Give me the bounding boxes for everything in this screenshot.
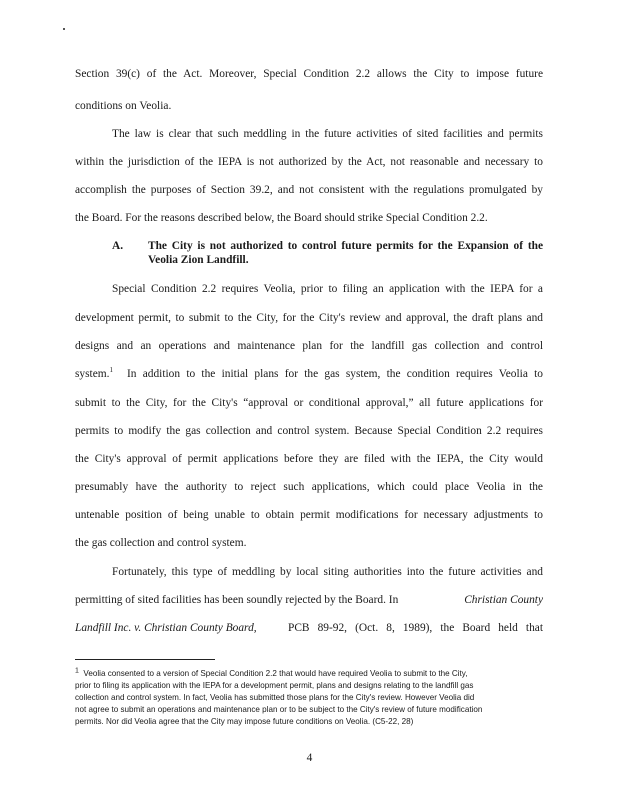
footnote-separator bbox=[75, 659, 215, 660]
body-line: presumably have the authority to reject such applications, which could place Veolia in the bbox=[75, 481, 543, 493]
body-line: designs and an operations and maintenance plan for the landfill gas collection and control bbox=[75, 340, 543, 352]
case-name: Landfill Inc. v. Christian County Board, bbox=[75, 622, 257, 634]
body-line: submit to the City, for the City's “approval or conditional approval,” all future applications for bbox=[75, 397, 543, 409]
body-line: development permit, to submit to the City, for the City's review and approval, the draft plans and bbox=[75, 312, 543, 324]
page-number: 4 bbox=[306, 752, 313, 764]
footnote-line: collection and control system. In fact, Veolia has submitted those plans for the City's review. However Veolia did bbox=[75, 693, 475, 702]
footnote-line: permits. Nor did Veolia agree that the City may impose future conditions on Veolia. (C5-22, 28) bbox=[75, 717, 414, 726]
body-text: In addition to the initial plans for the gas system, the condition requires Veolia to bbox=[127, 368, 543, 380]
body-line: the City's approval of permit applications before they are filed with the IEPA, the City would bbox=[75, 453, 543, 465]
body-line bbox=[75, 593, 543, 607]
body-text: permitting of sited facilities has been soundly rejected by the Board. In bbox=[75, 594, 399, 606]
body-text: system.$^1$ bbox=[75, 366, 113, 380]
footnote-line: prior to filing its application with the IEPA for a development permit, plans and designs relating to the landfill gas bbox=[75, 681, 474, 690]
heading-line-1: The City is not authorized to control future permits for the Expansion of the bbox=[148, 240, 543, 252]
footnote-line: $^1$ Veolia consented to a version of Special Condition 2.2 that would have required Veolia to submit to the City, bbox=[75, 667, 468, 678]
case-name: Christian County bbox=[464, 594, 543, 606]
body-line: accomplish the purposes of Section 39.2, and not consistent with the regulations promulgated by bbox=[75, 184, 543, 196]
body-line: permits to modify the gas collection and control system. Because Special Condition 2.2 requires bbox=[75, 425, 543, 437]
footnote-line: not agree to submit an operations and maintenance plan or to be subject to the City's review of future modification bbox=[75, 705, 483, 714]
body-line: Section 39(c) of the Act. Moreover, Special Condition 2.2 allows the City to impose future bbox=[75, 68, 543, 80]
body-line: Special Condition 2.2 requires Veolia, prior to filing an application with the IEPA for a bbox=[112, 283, 543, 295]
body-line: untenable position of being unable to obtain permit modifications for necessary adjustments to bbox=[75, 509, 543, 521]
scan-mark bbox=[63, 28, 65, 30]
body-line: the Board. For the reasons described below, the Board should strike Special Condition 2.2. bbox=[75, 212, 488, 224]
body-line: Fortunately, this type of meddling by local siting authorities into the future activities and bbox=[112, 566, 543, 578]
body-line: The law is clear that such meddling in the future activities of sited facilities and permits bbox=[112, 128, 543, 140]
heading-number: A. bbox=[112, 240, 124, 252]
heading-line-2: Veolia Zion Landfill. bbox=[148, 254, 249, 266]
body-line: conditions on Veolia. bbox=[75, 100, 172, 112]
footnote-marker: 1 bbox=[109, 366, 113, 375]
body-line: the gas collection and control system. bbox=[75, 537, 247, 549]
body-line: within the jurisdiction of the IEPA is not authorized by the Act, not reasonable and necessary to bbox=[75, 156, 543, 168]
body-text: PCB 89-92, (Oct. 8, 1989), the Board held that bbox=[288, 622, 543, 634]
